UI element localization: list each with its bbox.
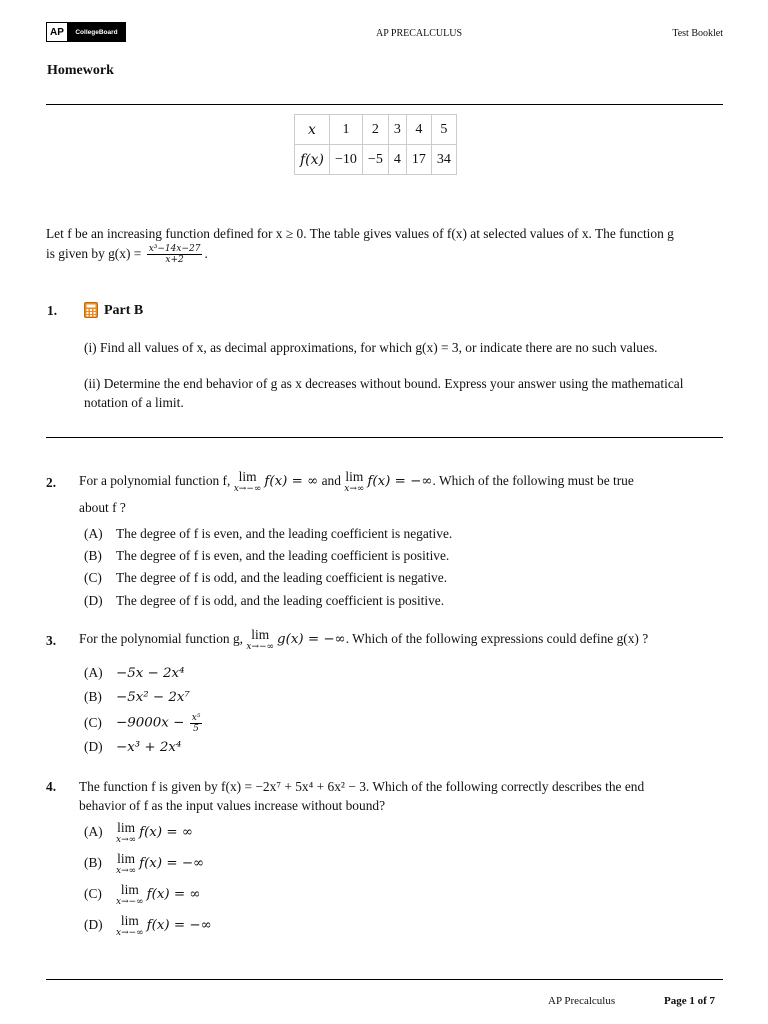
limit-value: f(x) = −∞ [367, 474, 433, 490]
lim-subscript: x→−∞ [116, 897, 144, 907]
ap-logo-mark: AP [47, 23, 68, 41]
question-2-number: 2. [46, 475, 57, 490]
question-2-stem-line-1 [79, 470, 634, 494]
choice-letter: (A) [84, 824, 103, 840]
g-definition-fraction [147, 244, 203, 265]
divider-middle [46, 437, 723, 438]
table-cell: −10 [330, 145, 363, 175]
answer-choice[interactable] [84, 548, 449, 564]
choice-text: The degree of f is odd, and the leading coefficient is negative. [116, 570, 448, 585]
question-1-part-ii-line-1: (ii) Determine the end behavior of g as x decreases without bound. Express your answer using the mathematical [84, 376, 684, 391]
choice-letter: (D) [84, 739, 103, 754]
lim-label: lim [345, 469, 364, 484]
table-cell: −5 [362, 145, 388, 175]
choice-letter: (B) [84, 855, 102, 871]
question-3-stem [79, 628, 648, 652]
table-header-fx: f(x) [295, 145, 330, 175]
choice-text: The degree of f is odd, and the leading coefficient is positive. [116, 593, 445, 608]
fraction-denominator: x+2 [165, 255, 184, 266]
intro-line-1: Let f be an increasing function defined for x ≥ 0. The table gives values of f(x) at selected values of x. The function g [46, 226, 674, 241]
limit-value: g(x) = −∞ [277, 632, 346, 648]
table-cell: 4 [388, 145, 406, 175]
choice-expression: −5x² − 2x⁷ [116, 690, 190, 705]
limit-expression [246, 628, 274, 652]
choice-letter: (B) [84, 548, 102, 563]
fraction-numerator: x⁵ [191, 713, 201, 723]
table-row-fx [295, 145, 457, 175]
table-row-x [295, 115, 457, 145]
intro-line-2 [46, 244, 208, 265]
calculator-icon [84, 302, 98, 318]
answer-choice[interactable] [84, 526, 452, 542]
question-1-part-i: (i) Find all values of x, as decimal approximations, for which g(x) = 3, or indicate there are no such values. [84, 340, 658, 355]
answer-choice[interactable] [84, 914, 212, 938]
table-header-x: x [295, 115, 330, 145]
lim-subscript: x→∞ [116, 866, 137, 876]
limit-value: f(x) = −∞ [139, 856, 205, 872]
question-3-stem-start: For the polynomial function g, [79, 631, 244, 647]
ap-collegeboard-logo [46, 22, 126, 42]
limit-value: f(x) = ∞ [139, 825, 193, 841]
lim-label: lim [120, 913, 139, 928]
table-cell: 34 [431, 145, 456, 175]
lim-label: lim [120, 882, 139, 897]
table-cell: 1 [330, 115, 363, 145]
answer-choice[interactable] [84, 883, 201, 907]
choice-text: The degree of f is even, and the leading coefficient is negative. [116, 526, 453, 541]
intro-line-2-prefix: is given by g(x) = [46, 246, 142, 261]
lim-subscript: x→−∞ [233, 484, 262, 494]
choice-text: The degree of f is even, and the leading coefficient is positive. [116, 548, 450, 563]
table-cell: 3 [388, 115, 406, 145]
answer-choice[interactable] [84, 739, 181, 755]
question-2-stem-line-2: about f ? [79, 500, 126, 515]
limit-expression [116, 852, 136, 876]
limit-value: f(x) = ∞ [264, 474, 319, 490]
choice-letter: (D) [84, 917, 103, 933]
lim-subscript: x→∞ [344, 484, 365, 494]
choice-letter: (C) [84, 886, 102, 902]
divider-bottom [46, 979, 723, 980]
table-cell: 4 [406, 115, 431, 145]
conjunction: and [321, 473, 341, 489]
answer-choice[interactable] [84, 570, 447, 586]
table-cell: 2 [362, 115, 388, 145]
answer-choice[interactable] [84, 852, 204, 876]
fraction-numerator: x³−14x−27 [148, 244, 201, 255]
limit-expression [234, 470, 262, 494]
lim-label: lim [238, 469, 257, 484]
limit-expression [116, 883, 144, 907]
limit-expression [344, 470, 364, 494]
answer-choice[interactable] [84, 821, 193, 845]
limit-expression [116, 821, 136, 845]
question-2-stem-start: For a polynomial function f, [79, 473, 231, 489]
choice-fraction [190, 713, 203, 734]
question-2-stem-end: . Which of the following must be true [432, 473, 634, 489]
values-table [294, 114, 457, 175]
lim-label: lim [251, 627, 270, 642]
choice-expression: −x³ + 2x⁴ [116, 740, 182, 755]
answer-choice[interactable] [84, 665, 184, 681]
choice-expression: −5x − 2x⁴ [116, 666, 185, 681]
footer-page-number: Page 1 of 7 [664, 995, 716, 1007]
choice-letter: (D) [84, 593, 103, 608]
choice-letter: (A) [84, 665, 103, 680]
question-1-number: 1. [47, 303, 58, 318]
question-4-number: 4. [46, 779, 57, 794]
question-3-number: 3. [46, 633, 57, 648]
collegeboard-logo-text: CollegeBoard [68, 23, 125, 41]
limit-value: f(x) = −∞ [146, 918, 212, 934]
page-header [46, 22, 723, 42]
choice-letter: (A) [84, 526, 103, 541]
fraction-denominator: 5 [193, 724, 199, 734]
lim-subscript: x→−∞ [246, 642, 275, 652]
limit-expression [116, 914, 144, 938]
answer-choice[interactable] [84, 593, 444, 609]
question-1-part-ii-line-2: notation of a limit. [84, 395, 184, 410]
header-booklet-label: Test Booklet [672, 28, 723, 39]
question-3-stem-end: . Which of the following expressions could define g(x) ? [345, 631, 649, 647]
lim-label: lim [117, 820, 135, 835]
footer-course: AP Precalculus [548, 995, 616, 1007]
header-course-title: AP PRECALCULUS [376, 28, 463, 39]
question-4-stem-line-2: behavior of f as the input values increase without bound? [79, 798, 386, 813]
question-4-stem-line-1: The function f is given by f(x) = −2x⁷ + 5x⁴ + 6x² − 3. Which of the following correctly describes the end [79, 779, 645, 794]
table-cell: 17 [406, 145, 431, 175]
intro-line-2-suffix: . [204, 246, 208, 261]
lim-subscript: x→−∞ [116, 928, 144, 938]
limit-value: f(x) = ∞ [146, 887, 201, 903]
answer-choice[interactable] [84, 713, 204, 734]
divider-top [46, 104, 723, 105]
lim-label: lim [117, 851, 135, 866]
choice-expression: −9000x − [116, 715, 185, 731]
answer-choice[interactable] [84, 689, 190, 705]
choice-letter: (C) [84, 570, 102, 585]
question-1-part-label: Part B [104, 303, 144, 318]
choice-letter: (B) [84, 689, 102, 704]
table-cell: 5 [431, 115, 456, 145]
choice-letter: (C) [84, 714, 102, 730]
lim-subscript: x→∞ [116, 835, 137, 845]
page-title: Homework [47, 63, 114, 78]
